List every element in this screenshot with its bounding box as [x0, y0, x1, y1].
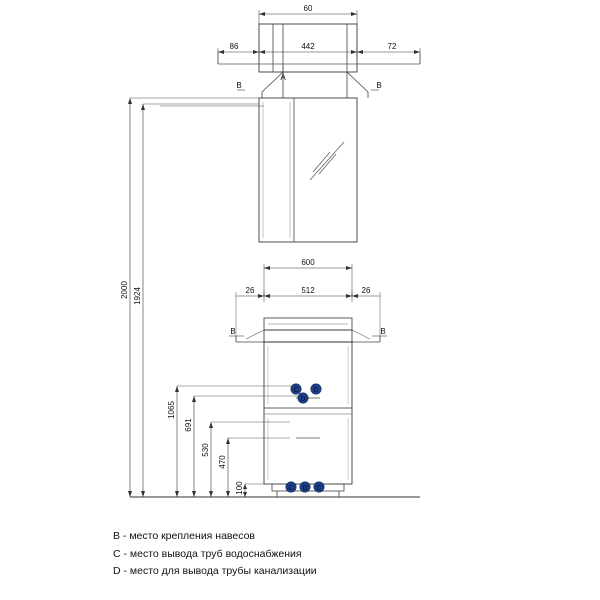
marker-c-bottom-left-label: C	[288, 484, 294, 492]
vanity-mount-label-left: B	[230, 327, 236, 336]
dim-470-label: 470	[218, 455, 227, 469]
legend-line-b: B - место крепления навесов	[113, 530, 256, 542]
plan-width-label: 60	[303, 4, 313, 13]
dim-1065-label: 1065	[167, 401, 176, 419]
vanity-dim-512: 512	[301, 286, 315, 295]
legend-line-c: C - место вывода труб водоснабжения	[113, 547, 302, 560]
hinge-label-left: B	[236, 81, 242, 90]
plan-dim-86: 86	[229, 42, 239, 51]
vanity-dim-26-right: 26	[361, 286, 371, 295]
marker-d-bottom-center-label: D	[302, 484, 308, 492]
legend-line-d: D - место для вывода трубы канализации	[113, 565, 317, 577]
mirror-cabinet-outline	[259, 98, 357, 242]
vanity-mount-label-right: B	[380, 327, 386, 336]
dim-530-label: 530	[201, 443, 210, 457]
marker-c-water-supply-right-label: C	[313, 386, 319, 394]
marker-d-sewer-label: D	[300, 395, 306, 403]
dim-2000-label: 2000	[120, 281, 129, 299]
hinge-label-right: B	[376, 81, 382, 90]
plan-dim-442: 442	[301, 42, 315, 51]
dim-1924-label: 1924	[133, 287, 142, 305]
section-label-a: A	[280, 73, 286, 82]
vanity-width-label: 600	[301, 258, 315, 267]
dim-691-label: 691	[184, 418, 193, 432]
dim-100-label: 100	[235, 481, 244, 495]
legend	[113, 528, 513, 581]
plan-dim-72: 72	[387, 42, 397, 51]
vanity-dim-26-left: 26	[245, 286, 255, 295]
vanity-outline	[264, 342, 352, 484]
marker-c-water-supply-left-label: C	[293, 386, 299, 394]
marker-c-bottom-right-label: C	[316, 484, 322, 492]
